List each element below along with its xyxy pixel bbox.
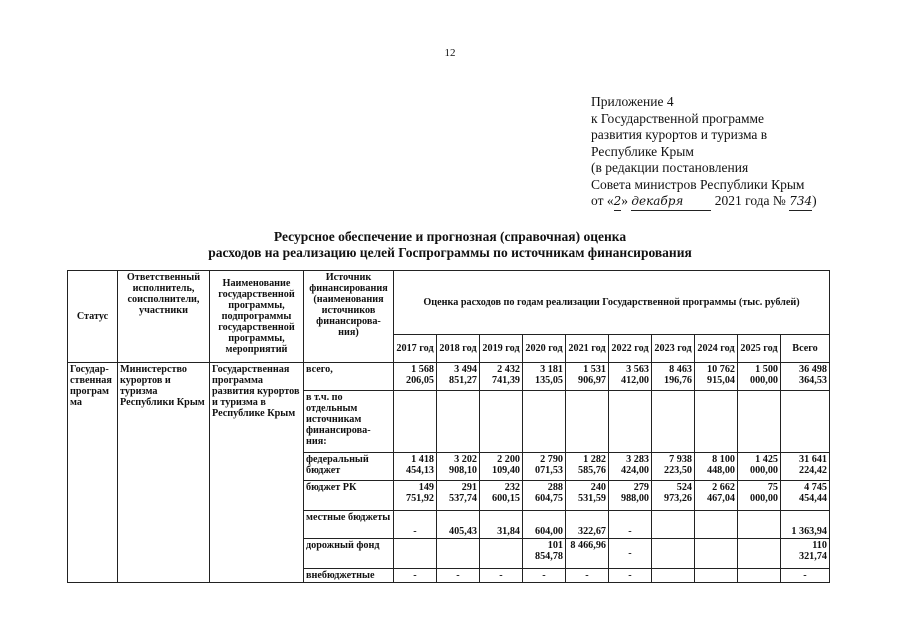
appendix-line: Республике Крым <box>591 143 694 159</box>
value-cell: 1 282 585,76 <box>566 453 609 481</box>
source-cell: бюджет РК <box>304 481 394 511</box>
value-cell: - <box>609 511 652 539</box>
value-cell: - <box>609 569 652 583</box>
source-cell: дорожный фонд <box>304 539 394 569</box>
value-cell: - <box>480 569 523 583</box>
value-cell <box>394 539 437 569</box>
value-cell: 232 600,15 <box>480 481 523 511</box>
value-cell: 240 531,59 <box>566 481 609 511</box>
value-cell: 3 563 412,00 <box>609 363 652 391</box>
value-cell: 1 500 000,00 <box>738 363 781 391</box>
value-cell: - <box>781 569 830 583</box>
title-line-1: Ресурсное обеспечение и прогнозная (справочная) оценка <box>273 229 627 244</box>
header-year: 2021 год <box>566 335 609 363</box>
value-cell: - <box>609 539 652 569</box>
value-cell: 36 498 364,53 <box>781 363 830 391</box>
date-year: 2021 года № <box>714 193 786 208</box>
page-number: 12 <box>444 47 456 59</box>
value-cell: 101 854,78 <box>523 539 566 569</box>
value-cell: - <box>523 569 566 583</box>
header-source: Источник финансирования (наименования источников финансирова-ния) <box>304 271 394 363</box>
value-cell <box>738 511 781 539</box>
value-cell: 1 568 206,05 <box>394 363 437 391</box>
appendix-line: Приложение 4 <box>591 94 674 109</box>
appendix-line: развития курортов и туризма в <box>591 127 768 142</box>
value-cell: 3 494 851,27 <box>437 363 480 391</box>
header-year: 2020 год <box>523 335 566 363</box>
value-cell <box>652 511 695 539</box>
value-cell: 7 938 223,50 <box>652 453 695 481</box>
value-cell <box>738 539 781 569</box>
value-cell: 322,67 <box>566 511 609 539</box>
value-cell: 291 537,74 <box>437 481 480 511</box>
source-cell: в т.ч. по отдельным источникам финансирова-ния: <box>304 391 394 453</box>
value-cell: 3 202 908,10 <box>437 453 480 481</box>
value-cell: 2 432 741,39 <box>480 363 523 391</box>
value-cell: 8 463 196,76 <box>652 363 695 391</box>
value-cell <box>480 539 523 569</box>
title-line-2: расходов на реализацию целей Госпрограммы по источникам финансирования <box>208 245 692 260</box>
value-cell: 3 283 424,00 <box>609 453 652 481</box>
value-cell: 2 790 071,53 <box>523 453 566 481</box>
value-cell: 8 466,96 <box>566 539 609 569</box>
header-year: 2023 год <box>652 335 695 363</box>
header-executor: Ответственный исполнитель, соисполнители, участники <box>118 271 210 363</box>
source-cell: федеральный бюджет <box>304 453 394 481</box>
status-cell: Государ-ственная програм ма <box>68 363 118 583</box>
header-year: 2018 год <box>437 335 480 363</box>
value-cell: - <box>394 569 437 583</box>
appendix-line: Совета министров Республики Крым <box>591 176 805 192</box>
value-cell: 149 751,92 <box>394 481 437 511</box>
value-cell <box>695 511 738 539</box>
value-cell: 10 762 915,04 <box>695 363 738 391</box>
value-cell: 279 988,00 <box>609 481 652 511</box>
header-year: 2019 год <box>480 335 523 363</box>
header-estimate: Оценка расходов по годам реализации Государственной программы (тыс. рублей) <box>394 271 830 335</box>
value-cell <box>695 569 738 583</box>
header-year: 2025 год <box>738 335 781 363</box>
header-year: 2017 год <box>394 335 437 363</box>
value-cell: 1 418 454,13 <box>394 453 437 481</box>
value-cell: 2 662 467,04 <box>695 481 738 511</box>
value-cell: - <box>437 569 480 583</box>
source-cell: местные бюджеты <box>304 511 394 539</box>
appendix-date-line: от «2» декабря 2021 года № 734) <box>591 193 817 211</box>
executor-cell: Министерство курортов и туризма Республики Крым <box>118 363 210 583</box>
date-number: 734 <box>789 193 812 211</box>
value-cell: 604,00 <box>523 511 566 539</box>
value-cell: 8 100 448,00 <box>695 453 738 481</box>
document-title <box>0 229 900 261</box>
source-cell: всего, <box>304 363 394 391</box>
date-prefix: от « <box>591 193 614 208</box>
appendix-line: к Государственной программе <box>591 110 765 126</box>
value-cell: 31,84 <box>480 511 523 539</box>
source-cell: внебюджетные <box>304 569 394 583</box>
value-cell <box>652 569 695 583</box>
value-cell: - <box>394 511 437 539</box>
header-total: Всего <box>781 335 830 363</box>
value-cell: 524 973,26 <box>652 481 695 511</box>
value-cell: 31 641 224,42 <box>781 453 830 481</box>
value-cell: 1 531 906,97 <box>566 363 609 391</box>
value-cell: 288 604,75 <box>523 481 566 511</box>
value-cell: - <box>566 569 609 583</box>
resource-table <box>67 270 830 583</box>
appendix-line: (в редакции постановления <box>591 160 749 175</box>
value-cell <box>695 539 738 569</box>
value-cell: 1 363,94 <box>781 511 830 539</box>
value-cell: 1 425 000,00 <box>738 453 781 481</box>
header-year: 2022 год <box>609 335 652 363</box>
value-cell: 110 321,74 <box>781 539 830 569</box>
value-cell: 75 000,00 <box>738 481 781 511</box>
date-day: 2 <box>614 193 622 211</box>
header-program: Наименование государственной программы, подпрограммы государственной программы, мероприятий <box>210 271 304 363</box>
date-mid: » <box>621 193 628 208</box>
value-cell <box>437 539 480 569</box>
date-month: декабря <box>631 193 711 211</box>
header-status: Статус <box>68 271 118 363</box>
value-cell: 405,43 <box>437 511 480 539</box>
appendix-block <box>591 94 817 211</box>
value-cell: 3 181 135,05 <box>523 363 566 391</box>
program-cell: Государственная программа развития курортов и туризма в Республике Крым <box>210 363 304 583</box>
value-cell: 4 745 454,44 <box>781 481 830 511</box>
header-year: 2024 год <box>695 335 738 363</box>
value-cell <box>652 539 695 569</box>
value-cell <box>738 569 781 583</box>
value-cell: 2 200 109,40 <box>480 453 523 481</box>
